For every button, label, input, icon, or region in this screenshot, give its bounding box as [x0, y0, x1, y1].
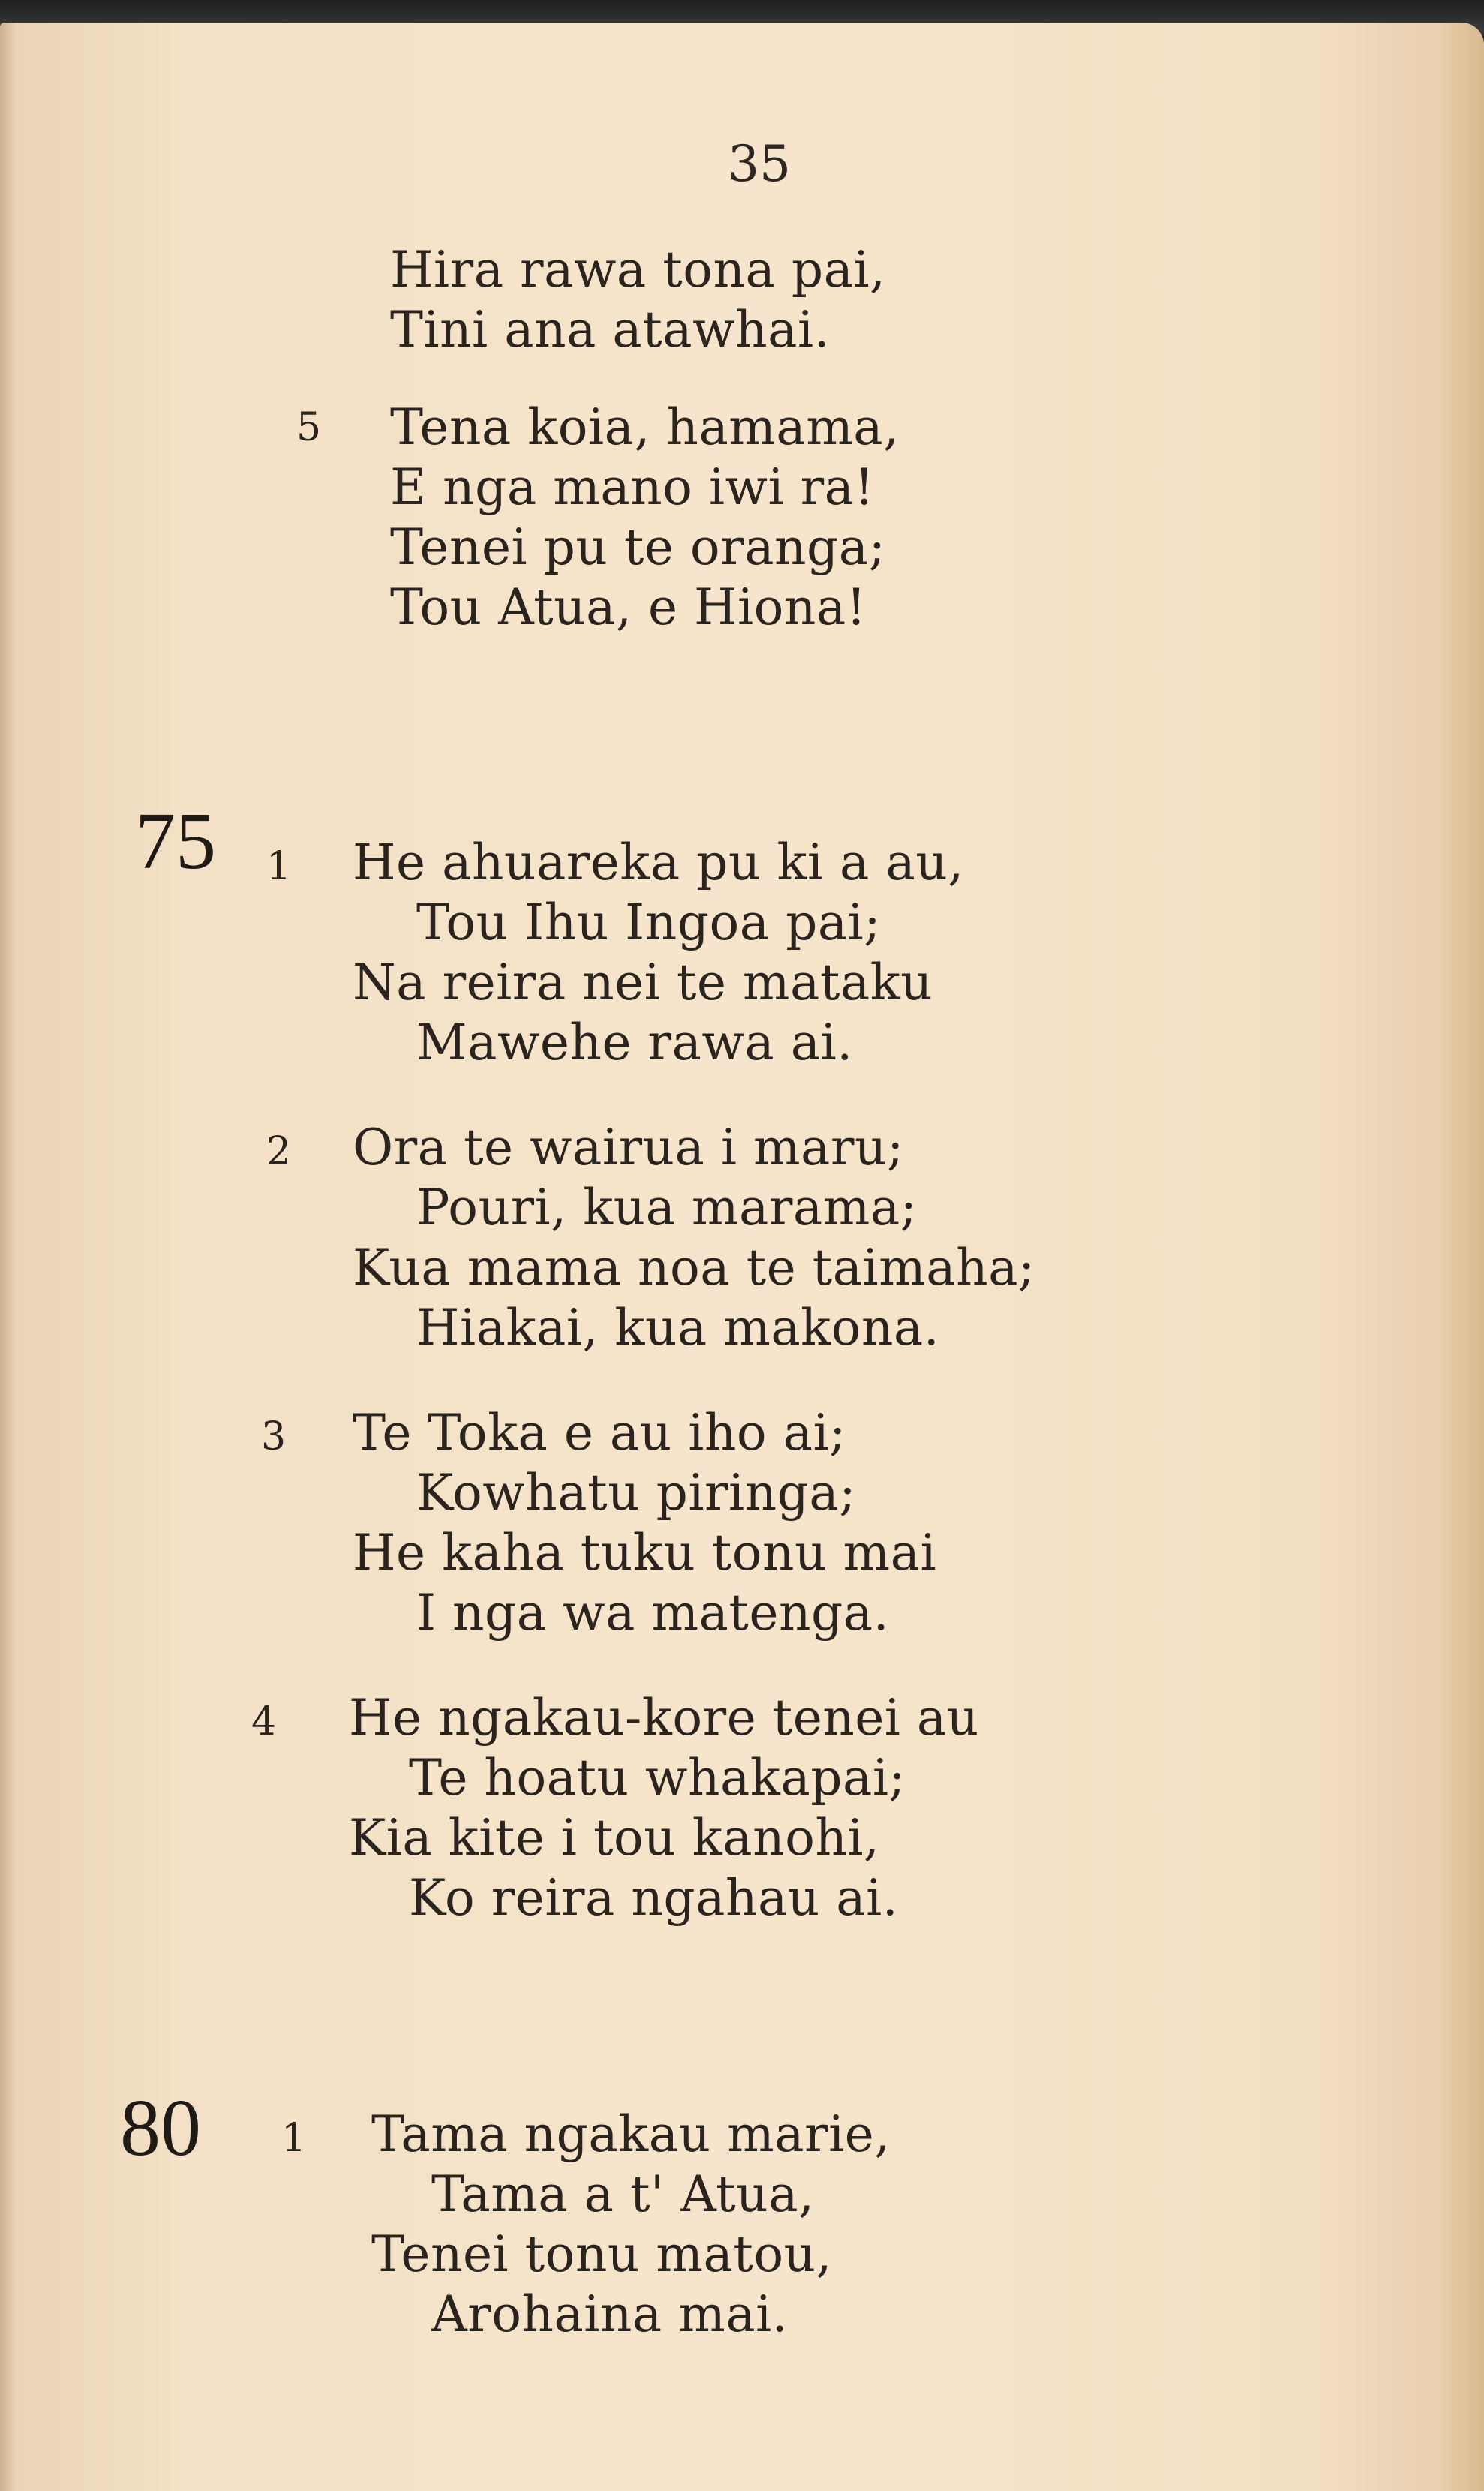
verse-line: Mawehe rawa ai.: [416, 1014, 853, 1071]
verse-line: Tou Ihu Ingoa pai;: [416, 894, 882, 951]
show-through-text: [885, 248, 1350, 2423]
verse-number: 3: [261, 1414, 287, 1459]
page-left-shadow: [0, 23, 17, 2491]
continuation-line: Hira rawa tona pai,: [390, 241, 886, 299]
verse-line: Te hoatu whakapai;: [409, 1749, 906, 1807]
verse-line: Tenei tonu matou,: [371, 2225, 833, 2283]
verse-line: Ko reira ngahau ai.: [409, 1869, 899, 1927]
verse-number: 1: [266, 844, 292, 889]
verse-line: Na reira nei te mataku: [353, 954, 933, 1011]
page-number: 35: [728, 135, 791, 193]
verse-line: Tou Atua, e Hiona!: [390, 578, 867, 636]
verse-line: Tenei pu te oranga;: [390, 518, 886, 576]
verse-line: E nga mano iwi ra!: [390, 458, 875, 516]
verse-number: 1: [281, 2116, 307, 2161]
continuation-line: Tini ana atawhai.: [390, 301, 831, 359]
verse-line: He ahuareka pu ki a au,: [353, 834, 964, 891]
hymn-number: 75: [135, 797, 216, 886]
verse-line: I nga wa matenga.: [416, 1584, 890, 1642]
verse-number: 2: [266, 1129, 292, 1174]
verse-line: He ngakau-kore tenei au: [349, 1689, 979, 1747]
verse-line: Kua mama noa te taimaha;: [353, 1239, 1035, 1297]
hymn-number: 80: [120, 2084, 201, 2173]
verse-line: Pouri, kua marama;: [416, 1179, 918, 1236]
verse-line: Kowhatu piringa;: [416, 1464, 856, 1522]
verse-line: Arohaina mai.: [431, 2285, 789, 2343]
verse-line: Kia kite i tou kanohi,: [349, 1809, 880, 1867]
verse-number: 4: [251, 1699, 277, 1744]
verse-line: Tama ngakau marie,: [371, 2105, 891, 2163]
verse-number: 5: [296, 405, 322, 450]
page-right-shadow: [1439, 23, 1484, 2491]
verse-line: Ora te wairua i maru;: [353, 1119, 904, 1176]
verse-line: Tama a t' Atua,: [431, 2165, 815, 2223]
verse-line: Tena koia, hamama,: [390, 398, 900, 456]
book-page: [0, 23, 1484, 2491]
verse-line: He kaha tuku tonu mai: [353, 1524, 937, 1582]
verse-line: Hiakai, kua makona.: [416, 1299, 940, 1357]
verse-line: Te Toka e au iho ai;: [353, 1404, 846, 1462]
